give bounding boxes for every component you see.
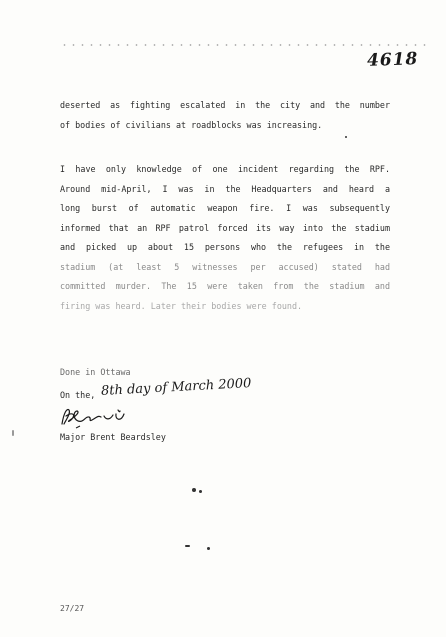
top-dotted-edge [60, 44, 430, 46]
paragraph-2-line: informed that an RPF patrol forced its way into the stadium [60, 222, 390, 233]
page-number: 27/27 [60, 604, 85, 613]
paragraph-2-line: Around mid-April, I was in the Headquarters and heard a [60, 183, 390, 194]
paragraph-1-line: of bodies of civilians at roadblocks was increasing. [60, 119, 323, 130]
paragraph-1 [60, 96, 390, 135]
paragraph-2-line: stadium (at least 5 witnesses per accused) stated had [60, 261, 390, 272]
paragraph-2-line: committed murder. The 15 were taken from the stadium and [60, 281, 390, 291]
signature [58, 402, 138, 432]
scan-speck [345, 136, 347, 138]
handwritten-page-stamp: 4618 [366, 49, 419, 71]
scan-speck [12, 430, 14, 436]
handwritten-date: 8th day of March 2000 [100, 376, 252, 399]
scan-speck [207, 547, 210, 550]
date-label: On the, [60, 390, 96, 400]
paragraph-2-line: long burst of automatic weapon fire. I was subsequently [60, 203, 390, 213]
paragraph-2-line: I have only knowledge of one incident regarding the RPF. [60, 164, 390, 174]
signatory-name: Major Brent Beardsley [60, 432, 166, 442]
scan-speck [199, 490, 202, 493]
paragraph-1-line: deserted as fighting escalated in the city and the number [60, 100, 390, 110]
scan-speck [185, 545, 190, 547]
paragraph-2 [60, 160, 390, 316]
done-in-location: Done in Ottawa [60, 367, 131, 377]
paragraph-2-line: and picked up about 15 persons who the refugees in the [60, 242, 390, 252]
scan-speck [192, 488, 196, 492]
paragraph-2-line: firing was heard. Later their bodies were found. [60, 300, 303, 311]
